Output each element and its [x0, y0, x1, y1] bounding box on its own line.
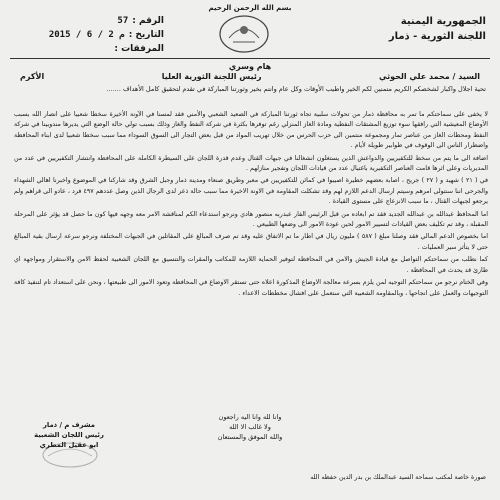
committee-name: اللجنة الثورية - ذمار — [388, 31, 486, 42]
body-paragraph: في ( ٢١ ) شهيد و ( ٢٧ ) جريح ، اصابة بعضهم خطيرة اصيبوا في كمائن للتكفيريين في معبر وطريق صنعاء ومدينة ذمار وجبل الشرق وقد شاركنا في الموضوع واخبرنا اهالي الشهداء والجرحى اننا سنتولى امرهم وسيتم ارسال الدعم اللازم لهم وقد تشكلت المقاومة في الاونة الاخيرة مما سبب حالة ذعر لدى الرجال الذين وصل عددهم ٤٩٧ فرد ، عادو الى قراهم ولم يرجعو لجبهات القتال ، ما سبب الانزعاج على مستوى القيادة . — [14, 177, 489, 206]
closing-block — [160, 412, 340, 442]
closing-line: ولا غالب الا الله — [229, 423, 271, 431]
country-name: الجمهورية اليمنية — [400, 16, 486, 27]
body-paragraph: اما المحافظ عبدالله بن عبدالله الجديد فقد تم ابعاده من قبل الرئيس الفار عبدربه منصور هادي ونرجو استدعاء الكم لمناقشة الامر معه وجهه فيها كون ما حصل قد يؤثر على المرحلة المقبلة ، وقد تم تكليف بعض القيادات لتسيير الامور لحين عودة الامور الى وضعها الطبيعي . — [14, 210, 488, 229]
ref-label: الرقم : — [132, 16, 164, 26]
carbon-copy-line: صورة خاصة لمكتب سماحة السيد عبدالملك بن بدر الدين حفظه الله — [310, 474, 486, 481]
stamp-icon — [40, 440, 100, 470]
date-row — [14, 28, 164, 42]
greeting-paragraph: تحية اجلال واكبار لشخصكم الكريم متمنين لكم الخير واطيب الأوقات وكل عام وانتم بخير وثورتنا المباركة في تقدم لتحقيق كامل الأهداف ....... — [106, 85, 486, 93]
subject-line: هام وسري — [228, 62, 272, 71]
addressee-name: السيد / محمد علي الحوثي — [379, 72, 480, 81]
body-paragraph: اضافة الى ما يتم من سخط للتكفيريين والدواعش الذين يستغلون انشغالنا في جبهات القتال وعدم قدرة اللجان على السيطرة الكاملة على المحافظة وانتشار التكفيريين في عدد من المديريات وعلى اثرها قامت العناصر التكفيرية باغتيال عدد من قيادات اللجان وتفجير منازلهم . — [14, 154, 488, 173]
header-divider — [10, 58, 490, 59]
letterhead-right — [346, 14, 486, 44]
addressee-line — [20, 72, 480, 81]
body-paragraph: اما بخصوص الدعم المالي فقد وصلنا مبلغ ( ٥٨٧ ) مليون ريال في اطار ما تم الاتفاق عليه وقد تم صرف المبالغ على المقاتلين في الجبهات المختلفة ونرجو سرعة ارسال بقية المبالغ حتى لا يتأثر سير العمليات . — [14, 233, 488, 251]
body-paragraph: كما نطلب من سماحتكم التواصل مع قيادة الجيش والامن في المحافظة لتوفير الحماية اللازمة للمكاتب والمقرات والتنسيق مع اللجان الشعبية لحفظ الامن والاستقرار ومواجهة اي طارئ قد يحدث في المحافظة . — [14, 256, 488, 274]
closing-line: والله الموفق والمستعان — [217, 433, 283, 441]
ref-row — [14, 14, 164, 28]
letter-body — [14, 110, 488, 301]
date-label: التاريخ : — [128, 30, 164, 40]
signature-name: ابو عقيل المطري — [39, 441, 99, 449]
signature-title: رئيس اللجان الشعبية — [34, 431, 104, 439]
ref-value: 57 — [117, 16, 129, 26]
attachments-label: المرفقات : — [114, 44, 164, 54]
addressee-honorific: الأكرم — [20, 72, 45, 81]
body-paragraph: لا يخفى على سماحتكم ما تمر به محافظة ذمار من تحولات سلبية تجاه ثورتنا المباركة في الصعيد الشعبي والأمني فقد لمسنا في الآونة الأخيرة سخطا شعبيا على انصار الله بسبب الأوضاع المعيشية التي رافقها سوء توزيع المشتقات النفطية ومادة الغاز المنزلي رغم توفرها بكثرة في شركة النفط والغاز وذلك بسبب تولي حالة الوضع التي يديرها مندوبينا في شركة النفط ومحطات الغاز من عناصر تمار ومجموعة منتمين الى حزب الحرس من خلال تهريب المواد من قبل بعض التجار الى السوق السوداء مما سبب سخطا شعبيا لدى ابناء المحافظة واضطرار الناس الى الوقوف في طوابير طويلة لأيام . — [14, 111, 488, 150]
signature-role: مشرف م / ذمار — [43, 421, 95, 429]
attachments-row — [14, 42, 164, 56]
letterhead-left — [14, 14, 164, 56]
closing-line: وانا لله وانا اليه راجعون — [218, 413, 282, 421]
date-value: 2015 / 6 / 2 م — [48, 30, 125, 40]
addressee-title: رئيس اللجنة الثورية العليا — [161, 72, 262, 81]
bismillah-heading: بسم الله الرحمن الرحيم — [208, 4, 292, 12]
emblem-icon — [215, 12, 273, 56]
body-paragraph: وفي الختام نرجو من سماحتكم التوجيه لمن يلزم بسرعة معالجة الاوضاع المذكورة اعلاه حتى تستقر الاوضاع في المحافظة وتعود الامور الى طبيعتها ، ونحن على استعداد تام لتنفيذ كافة التوجيهات والعمل على انجاحها ، وبالمقاومة الشعبية التي ستعمل على افشال مخططات الاعداء . — [14, 279, 488, 297]
